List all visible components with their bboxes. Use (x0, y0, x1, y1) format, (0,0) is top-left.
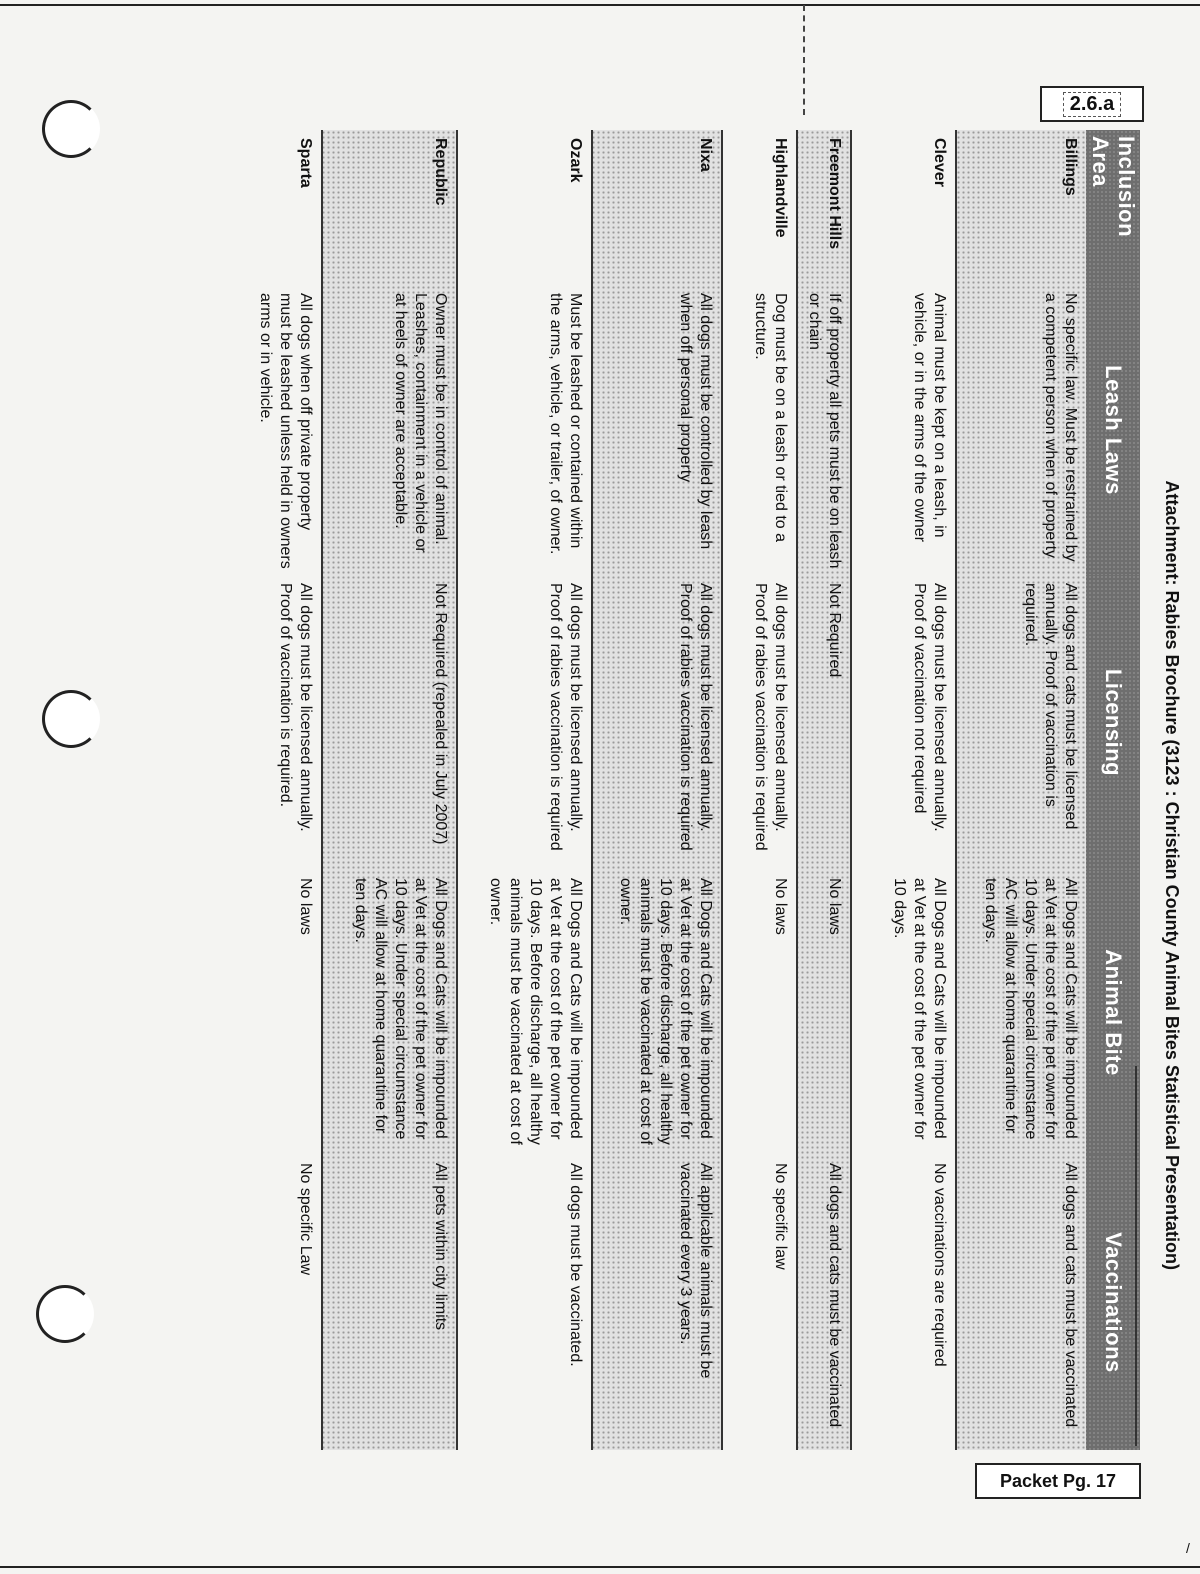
bite-cell: All Dogs and Cats will be impounded at Vet at the cost of the pet owner for 10 days. (851, 870, 956, 1155)
vaccinations-cell: No vaccinations are required (851, 1155, 956, 1450)
area-cell: Republic (322, 130, 457, 285)
attachment-line: Attachment: Rabies Brochure (3123 : Christian County Animal Bites Statistical Presentation) (1162, 480, 1182, 1270)
table-row (457, 130, 592, 1450)
licensing-cell: All dogs and cats must be licensed annually. Proof of vaccination is required. (956, 575, 1086, 870)
punch-hole-bottom (36, 1285, 94, 1343)
leash-cell: All dogs when off private property must be leashed unless held in owners arms or in vehicle. (257, 293, 314, 569)
stamp-label: 2.6.a (1063, 92, 1121, 117)
table-row (592, 130, 722, 1450)
area-cell: Ozark (457, 130, 592, 285)
area-cell: Sparta (297, 138, 314, 188)
attachment-rule (1135, 1066, 1137, 1446)
vaccinations-cell: All dogs and cats must be vaccinated (797, 1155, 851, 1450)
vaccinations-cell: No specific law (722, 1155, 797, 1450)
vaccinations-cell: All applicable animals must be vaccinated every 3 years. (592, 1155, 722, 1450)
bite-cell: All Dogs and Cats will be impounded at Vet at the cost of the pet owner for 10 days. Under special circumstance AC will allow at home quarantine for ten days. (322, 870, 457, 1155)
vaccinations-cell: No specific Law (297, 1163, 314, 1276)
licensing-cell: Not Required (repealed in July 2007) (322, 575, 457, 870)
bite-cell: No laws (297, 878, 314, 935)
area-cell: Highlandville (722, 130, 797, 285)
bite-cell: All Dogs and Cats will be impounded at Vet at the cost of the pet owner for 10 days. Before discharge, all healthy animals must be vaccinated at cost of owner. (457, 870, 592, 1155)
leash-cell: If off property all pets must be on leash or chain (797, 285, 851, 575)
leash-cell: No specific law. Must be restrained by a competent person when of property (956, 285, 1086, 575)
licensing-cell: All dogs must be licensed annually. Proof of rabies vaccination is required (722, 575, 797, 870)
area-cell: Clever (851, 130, 956, 285)
table-row (797, 130, 851, 1450)
bite-cell: All Dogs and Cats will be impounded at Vet at the cost of the pet owner for 10 days. Under special circumstance AC will allow at home quarantine for ten days. (956, 870, 1086, 1155)
licensing-cell: All dogs must be licensed annually. Proof of vaccination is required. (277, 583, 314, 832)
bite-cell: All Dogs and Cats will be impounded at Vet at the cost of the pet owner for 10 days. Before discharge, all healthy animals must be vaccinated at cost of owner. (592, 870, 722, 1155)
licensing-cell: Not Required (797, 575, 851, 870)
header-inclusion-area: Inclusion Area (1086, 130, 1140, 285)
header-animal-bite: Animal Bite (1086, 870, 1140, 1155)
leash-cell: Animal must be kept on a leash, in vehicle, or in the arms of the owner (851, 285, 956, 575)
ordinance-table (202, 130, 1140, 1450)
punch-hole-top (42, 100, 100, 158)
header-licensing: Licensing (1086, 575, 1140, 870)
table-row (851, 130, 956, 1450)
area-cell: Freemont Hills (797, 130, 851, 285)
table-header-row (1086, 130, 1140, 1450)
punch-hole-middle (42, 690, 100, 748)
rotated-document (120, 130, 1182, 1470)
header-leash-laws: Leash Laws (1086, 285, 1140, 575)
header-vaccinations: Vaccinations (1086, 1155, 1140, 1450)
bite-cell: No laws (797, 870, 851, 1155)
bite-cell: No laws (722, 870, 797, 1155)
table-row (722, 130, 797, 1450)
area-cell: Billings (956, 130, 1086, 285)
vaccinations-cell: All dogs and cats must be vaccinated (956, 1155, 1086, 1450)
table-row (322, 130, 457, 1450)
document-stamp (1040, 86, 1144, 122)
leash-cell: Owner must be in control of animal. Leashes, containment in a vehicle or at heels of owner are acceptable. (322, 285, 457, 575)
licensing-cell: All dogs must be licensed annually. Proof of vaccination not required (851, 575, 956, 870)
area-cell: Nixa (592, 130, 722, 285)
table-row (202, 130, 322, 1450)
packet-page-label: Packet Pg. 17 (975, 1463, 1141, 1499)
table-row (956, 130, 1086, 1450)
cut-line (803, 5, 805, 115)
top-scan-edge (0, 4, 1200, 6)
bottom-scan-edge (0, 1566, 1200, 1568)
vaccinations-cell: All pets within city limits (322, 1155, 457, 1450)
leash-cell: All dogs must be controlled by leash when off personal property (592, 285, 722, 575)
vaccinations-cell: All dogs must be vaccinated. (457, 1155, 592, 1450)
licensing-cell: All dogs must be licensed annually. Proof of rabies vaccination is required (457, 575, 592, 870)
licensing-cell: All dogs must be licensed annually. Proof of rabies vaccination is required (592, 575, 722, 870)
leash-cell: Must be leashed or contained within the arms, vehicle, or trailer, of owner. (457, 285, 592, 575)
leash-cell: Dog must be on a leash or tied to a structure. (722, 285, 797, 575)
corner-mark: / (1186, 1540, 1190, 1556)
